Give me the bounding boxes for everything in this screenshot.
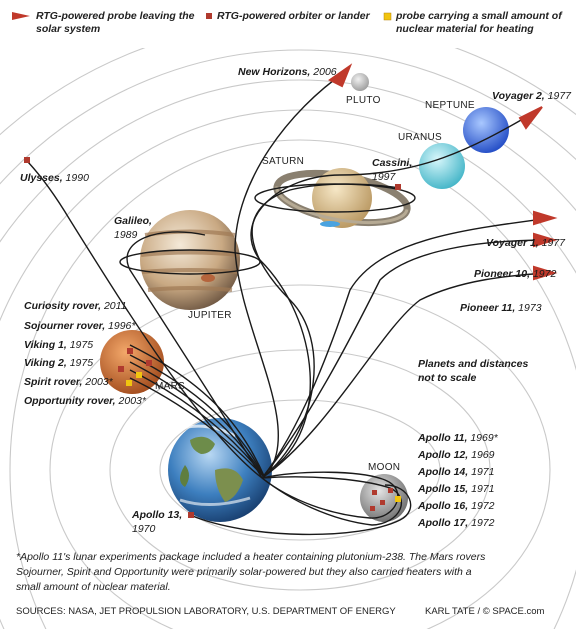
footnote-line: Sojourner, Spirit and Opportunity were primarily solar-powered but they also carried heaters with a bbox=[16, 566, 472, 578]
cassini-marker bbox=[395, 184, 401, 190]
moon-heating-marker bbox=[395, 496, 401, 502]
jupiter-label: JUPITER bbox=[188, 310, 232, 321]
mars-heating-marker bbox=[136, 372, 142, 378]
mars-mission-item: Spirit rover, 2003* bbox=[24, 376, 113, 388]
mars-marker bbox=[118, 366, 124, 372]
ulysses-label: Ulysses, 1990 bbox=[20, 172, 89, 184]
galileo-label: Galileo, 1989 bbox=[114, 215, 152, 241]
moon-marker bbox=[380, 500, 385, 505]
sources-line: SOURCES: NASA, JET PROPULSION LABORATORY, U.S. DEPARTMENT OF ENERGY bbox=[16, 606, 396, 617]
legend-leaving-label: RTG-powered probe leaving the solar system bbox=[36, 10, 195, 35]
apollo-mission-item: Apollo 11, 1969* bbox=[418, 432, 498, 444]
voyager1-label: Voyager 1, 1977 bbox=[486, 237, 566, 249]
legend-orbiter-icon bbox=[206, 13, 212, 19]
legend-orbiter-label: RTG-powered orbiter or lander bbox=[217, 10, 370, 22]
moon-label: MOON bbox=[368, 462, 401, 473]
voyager2-arrow bbox=[520, 107, 542, 128]
neptune-label: NEPTUNE bbox=[425, 100, 475, 111]
voyager1-arrow bbox=[534, 212, 554, 224]
mars-mission-item: Sojourner rover, 1996* bbox=[24, 320, 136, 332]
legend-heating-icon bbox=[384, 13, 391, 20]
ulysses-marker bbox=[24, 157, 30, 163]
uranus-globe bbox=[419, 143, 465, 189]
pioneer11-label: Pioneer 11, 1973 bbox=[460, 302, 542, 314]
mars-marker bbox=[127, 348, 133, 354]
voyager2-label: Voyager 2, 1977 bbox=[492, 90, 572, 102]
mars-mission-item: Curiosity rover, 2011 bbox=[24, 300, 127, 312]
moon-marker bbox=[372, 490, 377, 495]
scale-note: Planets and distances not to scale bbox=[418, 358, 529, 384]
mars-marker bbox=[146, 360, 152, 366]
credit-line: KARL TATE / © SPACE.com bbox=[425, 606, 545, 617]
mars-label: MARS bbox=[155, 381, 186, 392]
footnote-line: *Apollo 11's lunar experiments package included a heater containing plutonium-238. The Mars rovers bbox=[16, 551, 486, 563]
apollo13-label: Apollo 13, 1970 bbox=[132, 509, 183, 535]
new-horizons-label: New Horizons, 2006 bbox=[238, 66, 337, 78]
apollo-mission-item: Apollo 12, 1969 bbox=[418, 449, 495, 461]
apollo-mission-item: Apollo 14, 1971 bbox=[418, 466, 495, 478]
pluto-label: PLUTO bbox=[346, 95, 381, 106]
moon-marker bbox=[388, 488, 393, 493]
saturn-label: SATURN bbox=[262, 156, 305, 167]
uranus-label: URANUS bbox=[398, 132, 443, 143]
footnote-line: small amount of nuclear material. bbox=[16, 581, 171, 593]
apollo13-marker bbox=[188, 512, 194, 518]
jupiter-globe bbox=[140, 210, 240, 310]
apollo-mission-item: Apollo 17, 1972 bbox=[418, 517, 495, 529]
mars-heating-marker bbox=[126, 380, 132, 386]
legend-arrow-icon bbox=[12, 12, 30, 20]
mars-mission-item: Viking 2, 1975 bbox=[24, 357, 94, 369]
cassini-label: Cassini, 1997 bbox=[372, 157, 413, 183]
mars-mission-item: Opportunity rover, 2003* bbox=[24, 395, 146, 407]
apollo-mission-item: Apollo 16, 1972 bbox=[418, 500, 495, 512]
pioneer10-label: Pioneer 10, 1972 bbox=[474, 268, 557, 280]
apollo-mission-item: Apollo 15, 1971 bbox=[418, 483, 495, 495]
moon-marker bbox=[370, 506, 375, 511]
pluto-globe bbox=[351, 73, 369, 91]
legend-heating-label: probe carrying a small amount of nuclear material for heating bbox=[396, 10, 562, 35]
mars-mission-item: Viking 1, 1975 bbox=[24, 339, 94, 351]
legend bbox=[0, 0, 576, 48]
